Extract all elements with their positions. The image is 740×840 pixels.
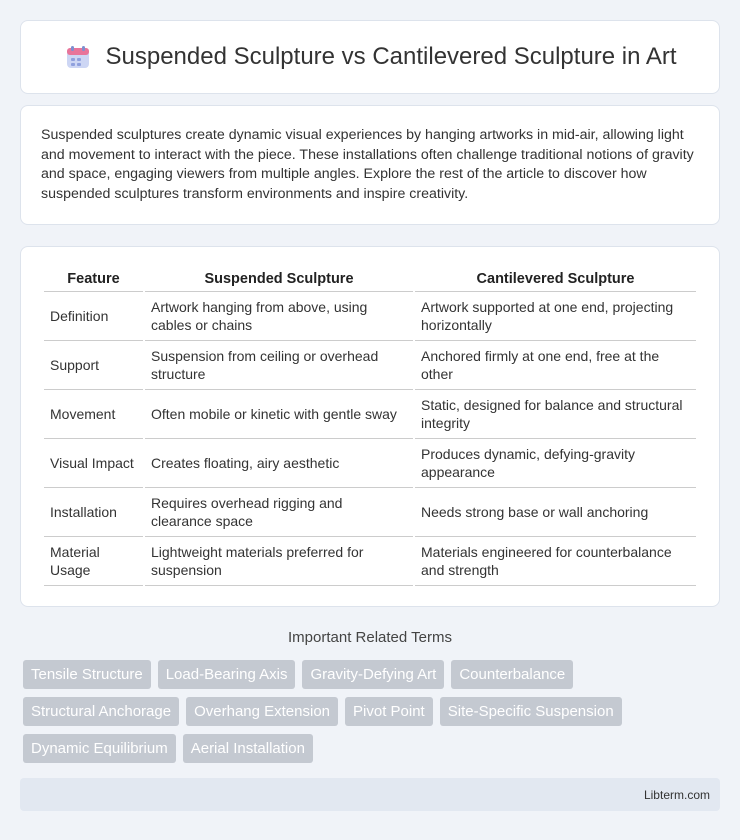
term-tag[interactable]: Load-Bearing Axis (158, 660, 296, 689)
row-cantilevered: Needs strong base or wall anchoring (415, 488, 696, 537)
row-suspended: Suspension from ceiling or overhead structure (145, 341, 413, 390)
row-suspended: Lightweight materials preferred for suspension (145, 537, 413, 586)
related-terms-list (20, 660, 720, 763)
table-row (44, 341, 696, 390)
row-cantilevered: Artwork supported at one end, projecting horizontally (415, 292, 696, 341)
term-tag[interactable]: Gravity-Defying Art (302, 660, 444, 689)
row-feature: Installation (44, 488, 143, 537)
footer (20, 778, 720, 811)
term-tag[interactable]: Counterbalance (451, 660, 573, 689)
page-title: Suspended Sculpture vs Cantilevered Sculpture in Art (105, 43, 677, 70)
header-cantilevered: Cantilevered Sculpture (415, 267, 696, 292)
header-suspended: Suspended Sculpture (145, 267, 413, 292)
table-row (44, 439, 696, 488)
row-suspended: Requires overhead rigging and clearance space (145, 488, 413, 537)
table-row (44, 488, 696, 537)
row-feature: Definition (44, 292, 143, 341)
header-feature: Feature (44, 267, 143, 292)
table-row (44, 292, 696, 341)
title-card (20, 20, 720, 94)
comparison-table (42, 267, 698, 586)
row-feature: Support (44, 341, 143, 390)
related-terms-title: Important Related Terms (288, 629, 452, 646)
table-row (44, 390, 696, 439)
table-header-row (44, 267, 696, 292)
term-tag[interactable]: Overhang Extension (186, 697, 338, 726)
row-cantilevered: Materials engineered for counterbalance and strength (415, 537, 696, 586)
intro-card (20, 105, 720, 225)
calendar-icon (64, 43, 92, 71)
row-cantilevered: Static, designed for balance and structural integrity (415, 390, 696, 439)
term-tag[interactable]: Tensile Structure (23, 660, 151, 689)
table-row (44, 537, 696, 586)
term-tag[interactable]: Structural Anchorage (23, 697, 179, 726)
row-suspended: Artwork hanging from above, using cables or chains (145, 292, 413, 341)
term-tag[interactable]: Site-Specific Suspension (440, 697, 622, 726)
row-cantilevered: Produces dynamic, defying-gravity appearance (415, 439, 696, 488)
row-suspended: Creates floating, airy aesthetic (145, 439, 413, 488)
intro-text: Suspended sculptures create dynamic visual experiences by hanging artworks in mid-air, allowing light and movement to interact with the piece. These installations often challenge traditional notions of gravity and space, engaging viewers from multiple angles. Explore the rest of the article to discover how suspended sculptures transform environments and inspire creativity. (41, 127, 694, 202)
term-tag[interactable]: Pivot Point (345, 697, 433, 726)
row-suspended: Often mobile or kinetic with gentle sway (145, 390, 413, 439)
comparison-card (20, 246, 720, 607)
row-feature: Movement (44, 390, 143, 439)
row-feature: Visual Impact (44, 439, 143, 488)
term-tag[interactable]: Aerial Installation (183, 734, 313, 763)
footer-site-link[interactable]: Libterm.com (643, 787, 710, 802)
term-tag[interactable]: Dynamic Equilibrium (23, 734, 176, 763)
row-feature: Material Usage (44, 537, 143, 586)
row-cantilevered: Anchored firmly at one end, free at the other (415, 341, 696, 390)
